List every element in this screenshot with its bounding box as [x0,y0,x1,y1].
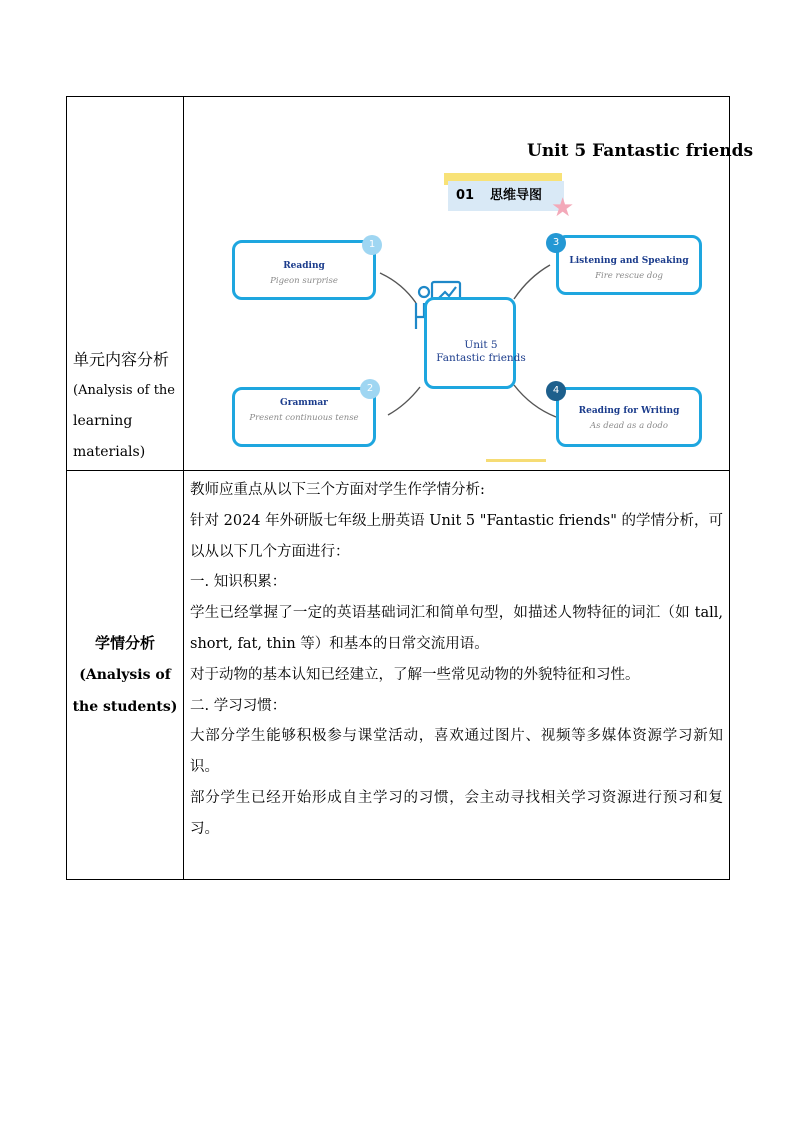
paragraph: 一. 知识积累： [190,574,287,591]
node-title: Grammar [280,398,328,408]
row-label-en: (Analysis of [79,667,171,683]
center-line: Unit 5 [464,339,498,351]
lesson-plan-table [66,96,754,880]
row-label-en: (Analysis of the [73,383,175,398]
row-label-materials [67,97,184,471]
node-number-badge: 4 [546,381,566,401]
table-row [67,471,730,880]
banner-text: 思维导图 [490,188,543,203]
row-label-zh: 单元内容分析 [73,350,170,369]
banner [448,181,564,211]
node-subtitle: Present continuous tense [249,413,359,423]
student-analysis-content [184,471,730,880]
node-grammar [232,387,376,447]
node-subtitle: Pigeon surprise [270,276,338,286]
node-reading-writing [556,387,702,447]
decorative-line [486,459,546,462]
row-label-en: learning [73,413,133,429]
row-label-en: materials) [73,444,146,460]
node-subtitle: Fire rescue dog [595,271,663,281]
paragraph: 学生已经掌握了一定的英语基础词汇和简单句型，如描述人物特征的词汇（如 tall, short, fat, thin 等）和基本的日常交流用语。 [190,605,723,652]
node-title: Reading for Writing [578,406,680,416]
paragraph: 二. 学习习惯： [190,697,287,714]
center-line: Fantastic friends [436,352,526,364]
paragraph: 对于动物的基本认知已经建立，了解一些常见动物的外貌特征和习性。 [190,666,640,683]
paragraph: 大部分学生能够积极参与课堂活动，喜欢通过图片、视频等多媒体资源学习新知识。 [190,728,723,776]
mind-map [184,97,754,470]
node-title: Reading [283,261,325,271]
node-number-badge: 1 [362,235,382,255]
node-number-badge: 2 [360,379,380,399]
mindmap-title: Unit 5 Fantastic friends [527,141,754,161]
star-icon: ★ [551,193,575,223]
mindmap-cell [184,97,754,471]
paragraph: 针对 2024 年外研版七年级上册英语 Unit 5 "Fantastic friends" 的学情分析，可以从以下几个方面进行： [190,512,723,560]
paragraph: 教师应重点从以下三个方面对学生作学情分析: [190,482,485,498]
banner-number: 01 [456,188,475,203]
node-subtitle: As dead as a dodo [590,421,668,431]
node-reading [232,240,376,300]
table-row [67,97,730,471]
node-title: Listening and Speaking [569,256,689,266]
node-listening-speaking [556,235,702,295]
row-label-students [67,471,184,880]
paragraph: 部分学生已经开始形成自主学习的习惯，会主动寻找相关学习资源进行预习和复习。 [190,789,723,837]
center-node-text [432,339,530,365]
node-number-badge: 3 [546,233,566,253]
row-label-en: the students) [72,699,178,715]
row-label-zh: 学情分析 [94,634,155,652]
